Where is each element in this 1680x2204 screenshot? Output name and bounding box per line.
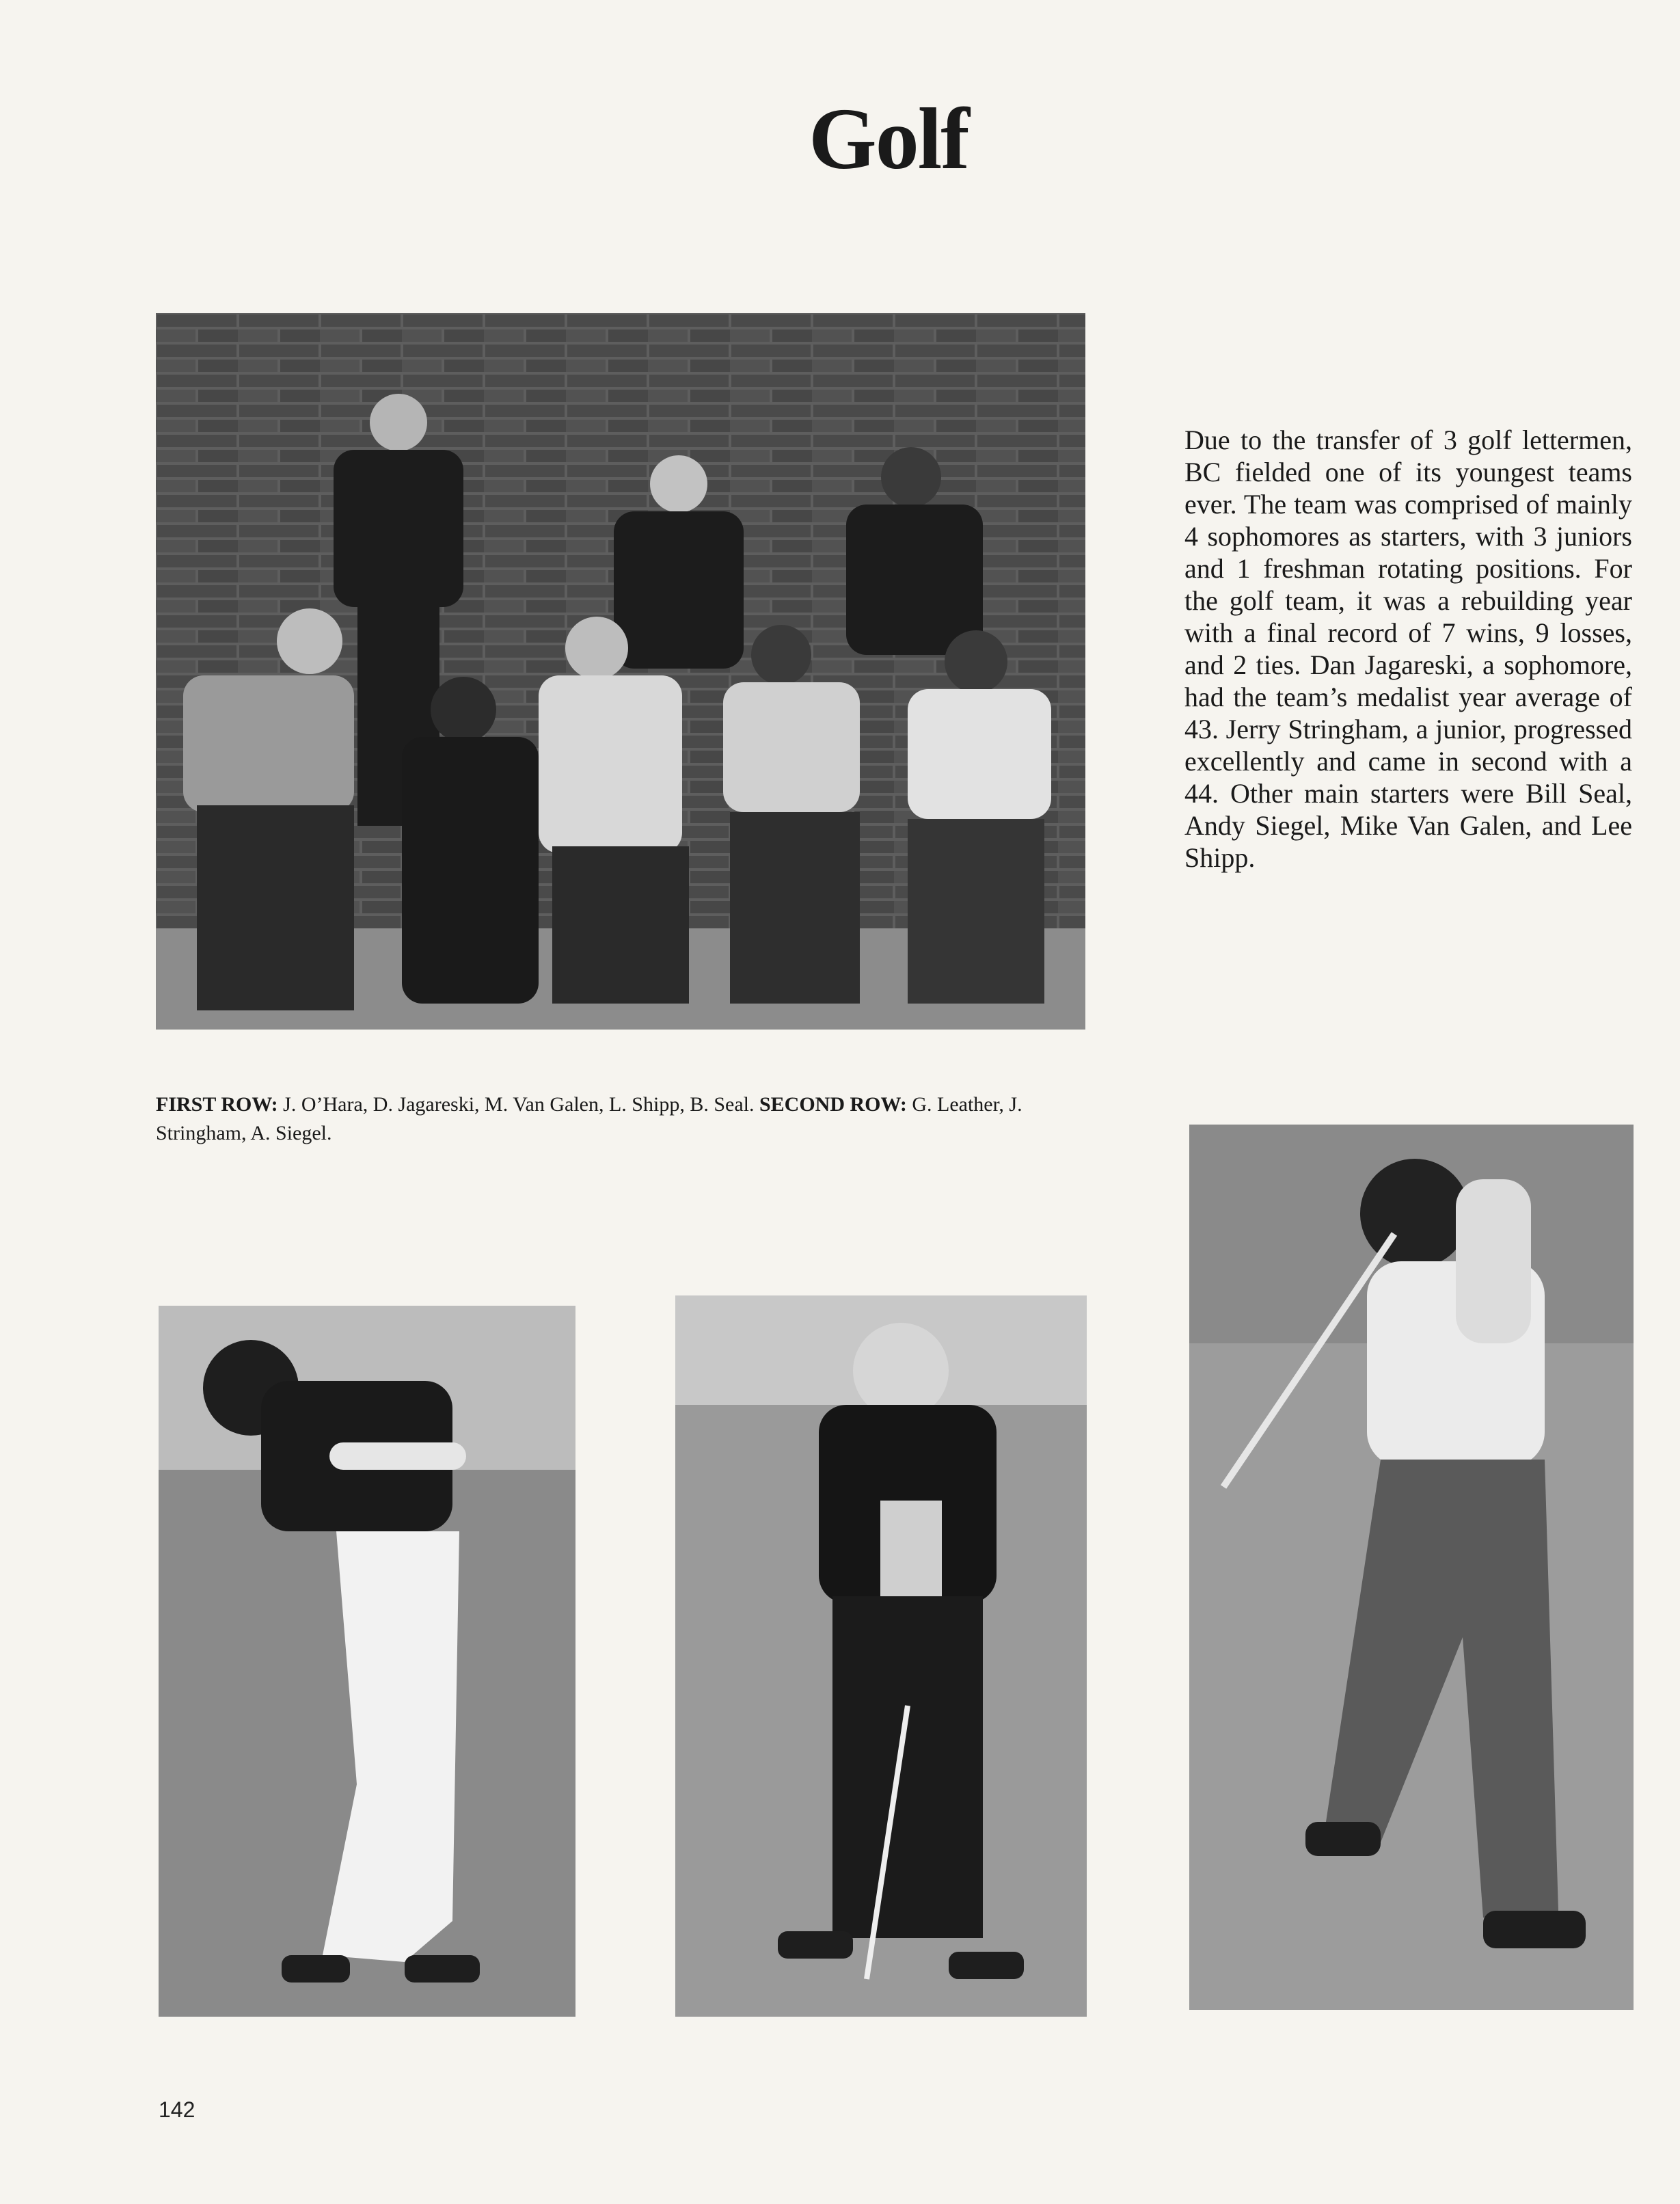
caption-second-row-label: SECOND ROW: [759,1093,907,1116]
photo-caption [156,1090,1099,1148]
golfer-photo-right [1189,1125,1634,2010]
golfer-photo-left [159,1306,575,2017]
caption-second-row-names: G. Leather, J. Stringham, A. Siegel. [156,1093,1022,1144]
article-body: Due to the transfer of 3 golf lettermen, BC fielded one of its youngest teams ever. The team was comprised of mainly 4 sophomores as starters, with 3 juniors and 1 freshman rotating positions. For the golf team, it was a rebuilding year with a final record of 7 wins, 9 losses, and 2 ties. Dan Jagareski, a sophomore, had the team’s medalist year average of 43. Jerry Stringham, a junior, progressed excellently and came in second with a 44. Other main starters were Bill Seal, Andy Siegel, Mike Van Galen, and Lee Shipp. [1184,425,1632,873]
caption-first-row-names: J. O’Hara, D. Jagareski, M. Van Galen, L. Shipp, B. Seal. [277,1093,759,1116]
team-photo [156,313,1085,1030]
golfer-photo-middle [675,1295,1087,2017]
caption-first-row-label: FIRST ROW: [156,1093,278,1116]
page-title: Golf [809,90,968,187]
page-number: 142 [159,2097,195,2122]
